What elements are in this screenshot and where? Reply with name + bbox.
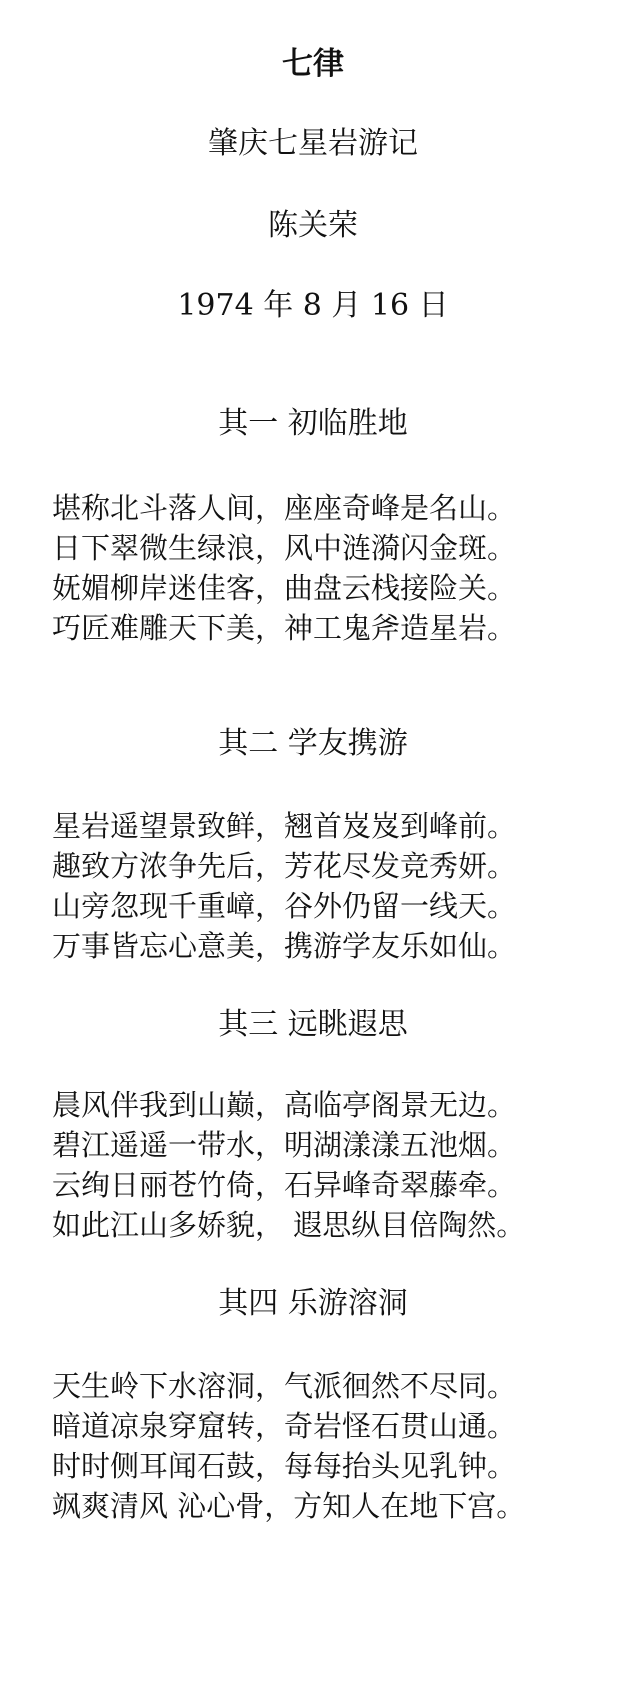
poem-line: 山旁忽现千重嶂，谷外仍留一线天。	[52, 889, 517, 923]
poem-line: 天生岭下水溶洞，气派徊然不尽同。	[52, 1369, 517, 1403]
poem-subtitle: 肇庆七星岩游记	[208, 126, 418, 161]
poem-line: 云绚日丽苍竹倚，石异峰奇翠藤牵。	[52, 1168, 517, 1202]
poem-line: 妩媚柳岸迷佳客，曲盘云栈接险关。	[52, 571, 517, 605]
poem-title: 七律	[282, 46, 344, 82]
section-heading-2: 其二 学友携游	[218, 726, 408, 761]
poem-line: 堪称北斗落人间，座座奇峰是名山。	[52, 491, 517, 525]
section-heading-1: 其一 初临胜地	[218, 406, 408, 441]
poem-line: 如此江山多娇貌， 遐思纵目倍陶然。	[52, 1208, 526, 1242]
poem-line: 万事皆忘心意美，携游学友乐如仙。	[52, 929, 517, 963]
poem-line: 暗道凉泉穿窟转，奇岩怪石贯山通。	[52, 1409, 517, 1443]
author-name: 陈关荣	[268, 208, 358, 243]
poem-line: 晨风伴我到山巅，高临亭阁景无边。	[52, 1088, 517, 1122]
poem-line: 碧江遥遥一带水，明湖漾漾五池烟。	[52, 1128, 517, 1162]
poem-line: 时时侧耳闻石鼓，每每抬头见乳钟。	[52, 1449, 517, 1483]
poem-line: 飒爽清风 沁心骨，方知人在地下宫。	[52, 1489, 526, 1523]
poem-line: 趣致方浓争先后，芳花尽发竞秀妍。	[52, 849, 517, 883]
poem-line: 巧匠难雕天下美，神工鬼斧造星岩。	[52, 611, 517, 645]
section-heading-3: 其三 远眺遐思	[218, 1007, 408, 1042]
section-heading-4: 其四 乐游溶洞	[218, 1286, 408, 1321]
poem-line: 日下翠微生绿浪，风中涟漪闪金斑。	[52, 531, 517, 565]
date-line: 1974 年 8 月 16 日	[177, 288, 449, 323]
poem-line: 星岩遥望景致鲜，翘首岌岌到峰前。	[52, 809, 517, 843]
